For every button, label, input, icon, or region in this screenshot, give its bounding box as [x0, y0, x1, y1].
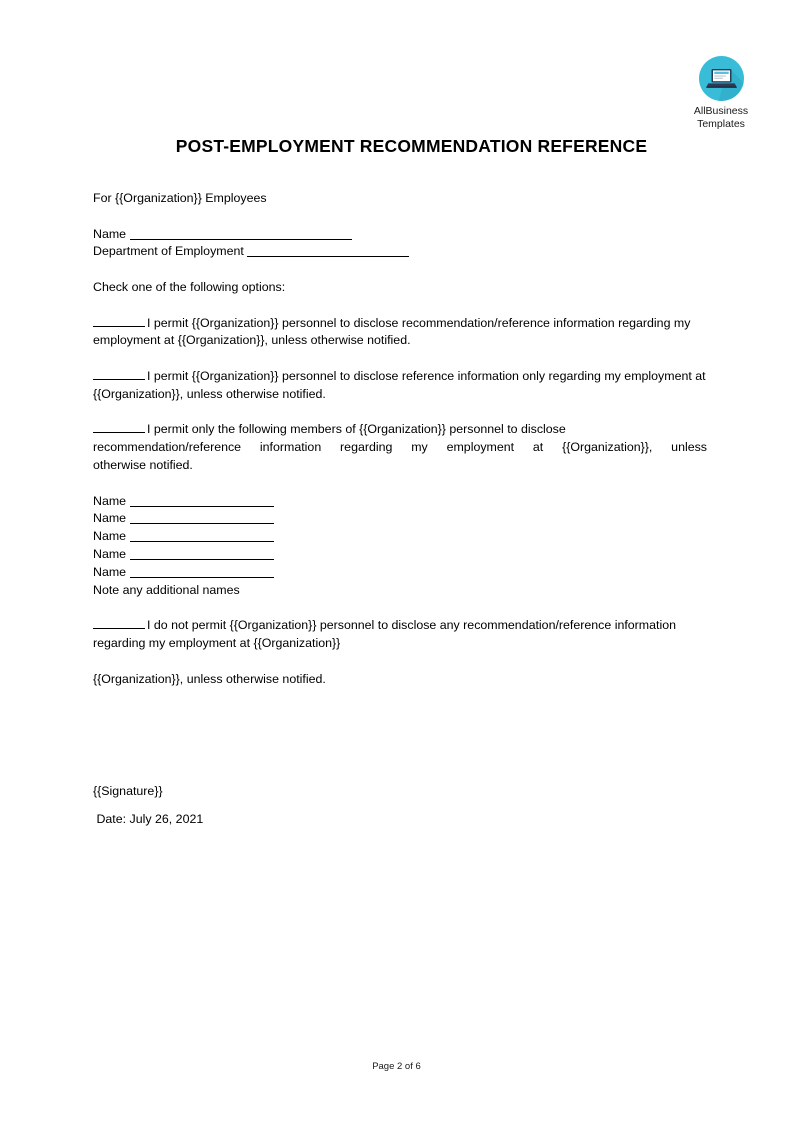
- option-4-line2: recommendation/reference information regarding my employment at {{Organization}}: [93, 618, 676, 650]
- spacer: [93, 297, 707, 315]
- spacer: [93, 208, 707, 226]
- field-department-input[interactable]: [247, 244, 409, 257]
- field-name-row: [93, 226, 707, 244]
- option-4-line1-wrap: [93, 618, 460, 632]
- name-row-label: Name: [93, 511, 127, 526]
- name-row-label: Name: [93, 546, 127, 561]
- date-row: [93, 811, 203, 829]
- date-label: Date:: [96, 811, 127, 826]
- name-row-input[interactable]: [130, 565, 274, 578]
- name-row-label: Name: [93, 564, 127, 579]
- option-3-line2: recommendation/reference information regarding my employment at {{Organization}}, unless: [93, 440, 707, 455]
- date-value: July 26, 2021: [129, 811, 204, 826]
- intro-line: For {{Organization}} Employees: [93, 191, 267, 205]
- name-row-input[interactable]: [130, 494, 274, 507]
- option-3-line3: otherwise notified.: [93, 457, 193, 472]
- name-row-label: Name: [93, 529, 127, 544]
- note-additional-names: Note any additional names: [93, 582, 240, 597]
- option-3-line1-wrap: [93, 421, 707, 439]
- document-body: [93, 190, 707, 688]
- name-row: [93, 493, 707, 511]
- option-4-line1: I do not permit {{Organization}} personnel to disclose any: [147, 618, 460, 633]
- name-list: [93, 493, 707, 600]
- instruction-line: Check one of the following options:: [93, 279, 286, 294]
- option-4-checkbox-blank[interactable]: [93, 617, 145, 629]
- spacer: [93, 653, 707, 671]
- spacer: [93, 599, 707, 617]
- option-2-text: I permit {{Organization}} personnel to disclose reference information only regarding my employment at {{Organization}}, unless otherwise notified.: [93, 368, 706, 401]
- option-4[interactable]: [93, 617, 707, 653]
- field-department-label: Department of Employment: [93, 244, 244, 259]
- name-row-input[interactable]: [130, 511, 274, 524]
- name-row: [93, 546, 707, 564]
- option-3-checkbox-blank[interactable]: [93, 421, 145, 433]
- name-row-label: Name: [93, 493, 127, 508]
- brand-logo-text: [666, 105, 776, 130]
- option-2[interactable]: [93, 368, 707, 404]
- option-1-text: I permit {{Organization}} personnel to disclose recommendation/reference information regarding my employment at {{Organization}}, unless otherwise notified.: [93, 315, 691, 348]
- brand-logo-line1: AllBusiness: [693, 105, 749, 117]
- brand-logo: [666, 55, 776, 130]
- option-1-checkbox-blank[interactable]: [93, 315, 145, 327]
- spacer: [93, 404, 707, 422]
- signature-block: [93, 783, 203, 829]
- option-1[interactable]: [93, 315, 707, 351]
- spacer: [93, 261, 707, 279]
- option-3[interactable]: [93, 421, 707, 474]
- option-2-checkbox-blank[interactable]: [93, 368, 145, 380]
- name-row-input[interactable]: [130, 547, 274, 560]
- closing-line: {{Organization}}, unless otherwise notified.: [93, 671, 326, 686]
- name-row: [93, 528, 707, 546]
- laptop-in-circle-icon: [698, 55, 745, 102]
- field-name-input[interactable]: [130, 227, 352, 240]
- name-row-input[interactable]: [130, 529, 274, 542]
- option-3-line1: I permit only the following members of {{Organization}} personnel to disclose: [147, 422, 566, 437]
- signature-placeholder[interactable]: {{Signature}}: [93, 784, 163, 798]
- brand-logo-line2: Templates: [697, 117, 745, 130]
- field-name-label: Name: [93, 226, 127, 241]
- spacer: [93, 350, 707, 368]
- field-department-row: [93, 243, 707, 261]
- name-row: [93, 510, 707, 528]
- page-footer: Page 2 of 6: [372, 1061, 421, 1072]
- name-row: [93, 564, 707, 582]
- page-title: POST-EMPLOYMENT RECOMMENDATION REFERENCE: [175, 136, 648, 156]
- spacer: [93, 475, 707, 493]
